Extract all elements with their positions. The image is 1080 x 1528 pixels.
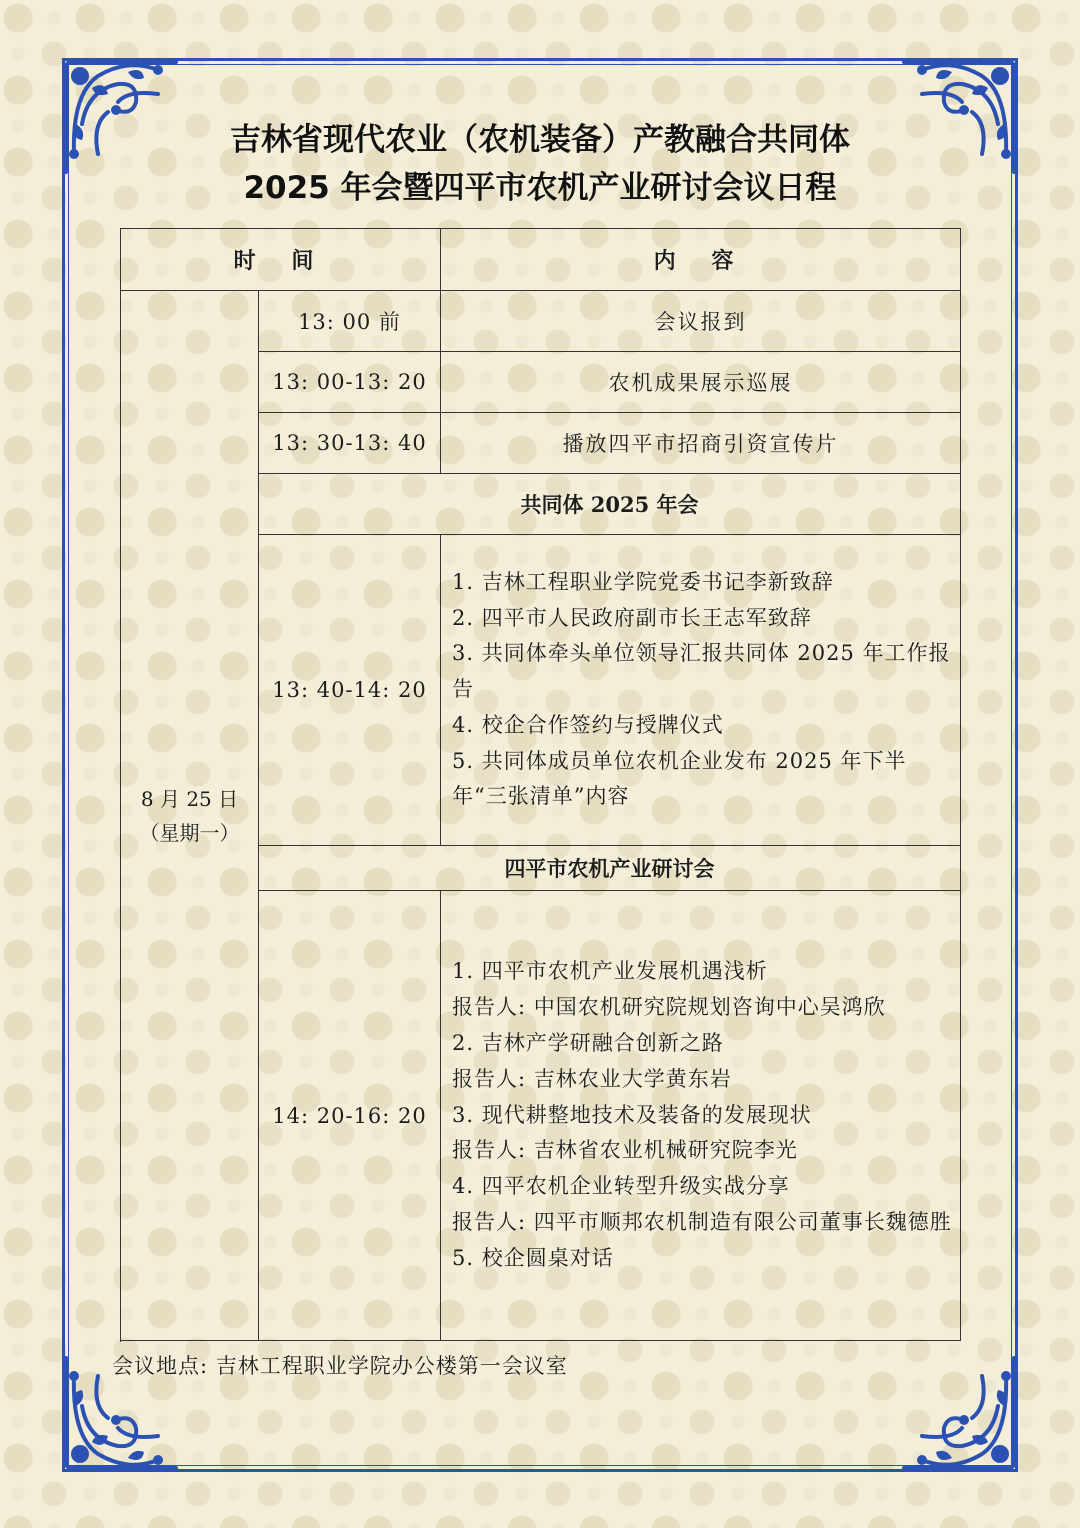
weekday-text: （星期一） (139, 820, 240, 845)
list-item: 报告人: 吉林农业大学黄东岩 (452, 1066, 732, 1091)
time-cell: 13: 00-13: 20 (259, 352, 441, 413)
corner-ornament-icon (898, 1352, 1022, 1476)
list-item: 3. 共同体牵头单位领导汇报共同体 2025 年工作报告 (452, 641, 951, 702)
list-item: 5. 共同体成员单位农机企业发布 2025 年下半年“三张清单”内容 (452, 748, 907, 809)
content-cell: 农机成果展示巡展 (441, 352, 961, 413)
column-header-content: 内 容 (441, 229, 961, 291)
column-header-time: 时 间 (121, 229, 441, 291)
list-item: 2. 吉林产学研融合创新之路 (452, 1031, 724, 1055)
agenda-list (441, 891, 961, 1341)
list-item: 报告人: 吉林省农业机械研究院李光 (452, 1138, 798, 1163)
venue-text: 会议地点: 吉林工程职业学院办公楼第一会议室 (112, 1354, 568, 1378)
schedule-table (120, 228, 961, 1341)
table-header-row (121, 229, 961, 291)
section-title-annual-meeting: 共同体 2025 年会 (259, 474, 961, 535)
list-item: 2. 四平市人民政府副市长王志军致辞 (452, 605, 812, 630)
date-text: 8 月 25 日 (140, 786, 239, 811)
page-title-line2: 2025 年会暨四平市农机产业研讨会议日程 (243, 170, 837, 206)
time-cell: 13: 40-14: 20 (259, 535, 441, 846)
list-item: 5. 校企圆桌对话 (452, 1245, 614, 1270)
time-cell: 13: 30-13: 40 (259, 413, 441, 474)
table-row (121, 291, 961, 352)
list-item: 1. 吉林工程职业学院党委书记李新致辞 (452, 569, 834, 594)
page-title-line1: 吉林省现代农业（农机装备）产教融合共同体 (230, 122, 850, 158)
list-item: 4. 校企合作签约与授牌仪式 (452, 712, 724, 737)
list-item: 1. 四平市农机产业发展机遇浅析 (452, 959, 768, 984)
list-item: 4. 四平农机企业转型升级实战分享 (452, 1174, 790, 1199)
time-cell: 13: 00 前 (259, 291, 441, 352)
content-cell: 播放四平市招商引资宣传片 (441, 413, 961, 474)
list-item: 3. 现代耕整地技术及装备的发展现状 (452, 1102, 812, 1127)
time-cell: 14: 20-16: 20 (259, 891, 441, 1341)
list-item: 报告人: 中国农机研究院规划咨询中心吴鸿欣 (452, 995, 886, 1020)
agenda-list (441, 535, 961, 846)
section-title-seminar: 四平市农机产业研讨会 (259, 846, 961, 891)
date-cell (121, 291, 259, 1341)
list-item: 报告人: 四平市顺邦农机制造有限公司董事长魏德胜 (452, 1209, 952, 1234)
content-cell: 会议报到 (441, 291, 961, 352)
